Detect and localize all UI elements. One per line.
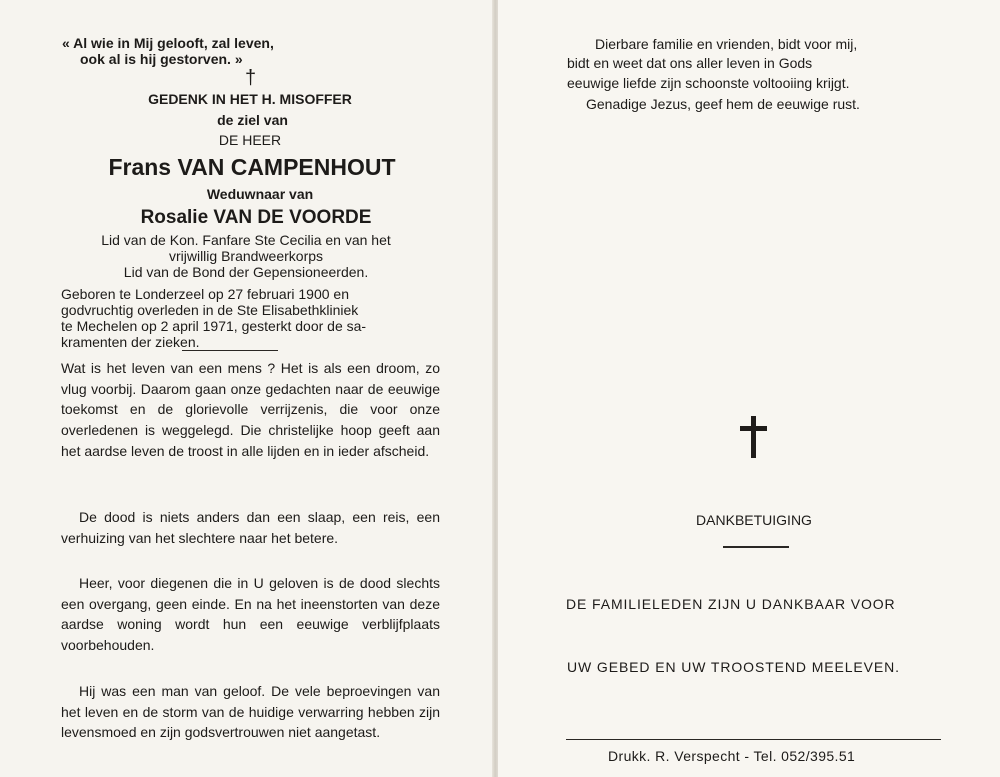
gedenk-heading: GEDENK IN HET H. MISOFFER xyxy=(148,91,352,107)
prayer-line: bidt en weet dat ons aller leven in Gods xyxy=(567,55,813,71)
small-cross-icon: † xyxy=(245,67,257,89)
prayer-line: Genadige Jezus, geef hem de eeuwige rust. xyxy=(586,96,860,112)
birth-line: kramenten der zieken. xyxy=(61,334,200,350)
paragraph: Wat is het leven van een mens ? Het is als een droom, zo vlug voorbij. Daarom gaan onze gedachten naar de eeuwige toekomst en de glorievolle verrijzenis, die voor onze overledenen is weggelegd. Die christelijke hoop geeft aan het aardse leven de troost in alle lijden en in ieder afscheid. xyxy=(61,360,440,459)
paragraph: Heer, voor diegenen die in U geloven is de dood slechts een overgang, geen einde. En na het ineenstorten van deze aardse woning wordt hun een eeuwige verblijfplaats voorbehouden. xyxy=(61,575,440,654)
weduwnaar-van: Weduwnaar van xyxy=(206,186,314,202)
birth-line: godvruchtig overleden in de Ste Elisabethkliniek xyxy=(61,302,359,318)
de-heer: DE HEER xyxy=(218,132,282,148)
footer-rule xyxy=(566,739,941,740)
deceased-name: Frans VAN CAMPENHOUT xyxy=(108,154,396,180)
left-panel xyxy=(0,0,494,777)
paragraph: Hij was een man van geloof. De vele beproevingen van het leven en de storm van de huidige verwarring hebben zijn levensmoed en zijn godsvertrouwen niet aangetast. xyxy=(61,683,440,741)
quote-line-1: « Al wie in Mij gelooft, zal leven, xyxy=(62,35,274,51)
birth-line: te Mechelen op 2 april 1971, gesterkt door de sa- xyxy=(61,318,367,334)
dank-title: DANKBETUIGING xyxy=(696,512,812,528)
dank-line-2: UW GEBED EN UW TROOSTEND MEELEVEN. xyxy=(567,659,900,675)
dank-line-1: DE FAMILIELEDEN ZIJN U DANKBAAR VOOR xyxy=(566,596,896,612)
de-ziel-van: de ziel van xyxy=(217,112,288,128)
paragraph: De dood is niets anders dan een slaap, een reis, een verhuizing van het slechtere naar het betere. xyxy=(61,509,440,546)
spouse-name: Rosalie VAN DE VOORDE xyxy=(140,207,372,228)
printer-info: Drukk. R. Verspecht - Tel. 052/395.51 xyxy=(608,748,856,764)
bio-line: Lid van de Kon. Fanfare Ste Cecilia en van het xyxy=(101,232,391,248)
cross-icon xyxy=(737,416,771,458)
bio-line: Lid van de Bond der Gepensioneerden. xyxy=(123,264,369,280)
prayer-line: eeuwige liefde zijn schoonste voltooiing krijgt. xyxy=(567,75,850,91)
dank-divider xyxy=(723,546,789,548)
birth-line: Geboren te Londerzeel op 27 februari 1900 en xyxy=(61,286,349,302)
bio-line: vrijwillig Brandweerkorps xyxy=(168,248,324,264)
quote-line-2: ook al is hij gestorven. » xyxy=(80,51,243,67)
right-panel xyxy=(498,0,1000,777)
divider-line xyxy=(182,350,278,351)
prayer-line: Dierbare familie en vrienden, bidt voor mij, xyxy=(595,36,858,52)
